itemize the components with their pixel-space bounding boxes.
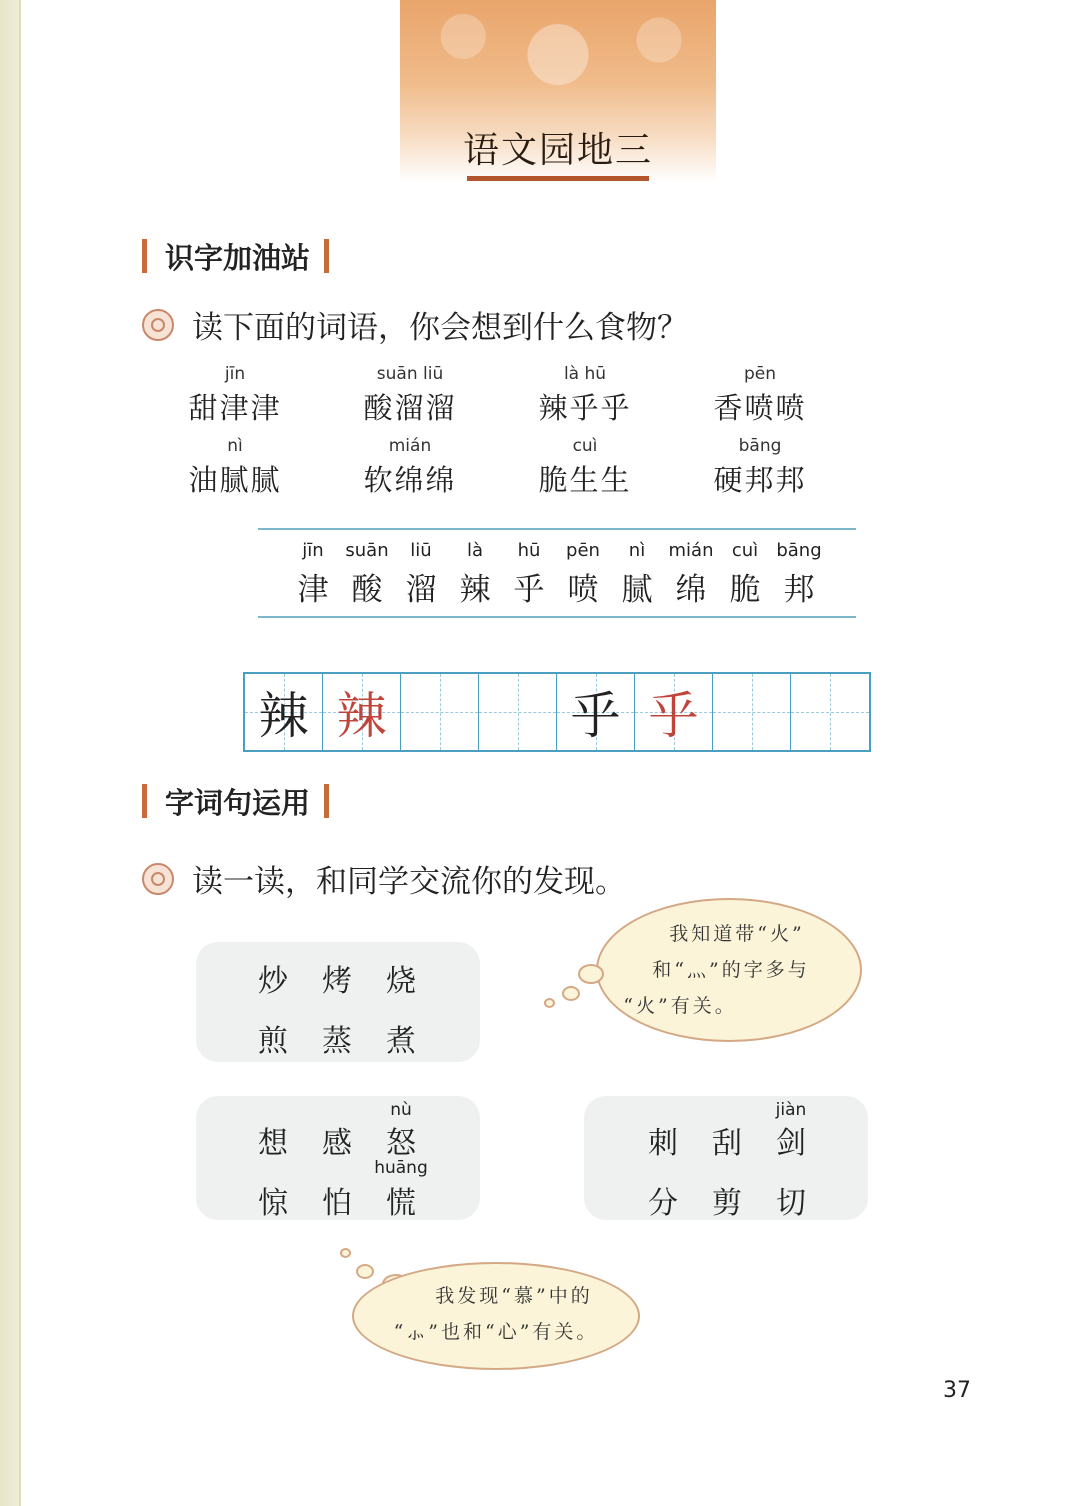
grid-char-trace: 辣 xyxy=(336,687,387,745)
new-char-pinyin: là xyxy=(466,540,484,561)
word-pinyin: bāng xyxy=(738,436,782,456)
writing-practice-grid xyxy=(243,672,871,752)
word-pinyin: nì xyxy=(227,436,243,456)
new-char-pinyin: hū xyxy=(517,540,541,561)
instruction-discover xyxy=(142,856,626,901)
speech-bubble-heart xyxy=(352,1262,640,1370)
bubble-tail-dot xyxy=(340,1248,351,1258)
new-char-pinyin: pēn xyxy=(566,540,600,561)
new-char-hanzi: 腻 xyxy=(621,572,653,608)
card-char: 切 xyxy=(776,1186,806,1221)
page-side-strip xyxy=(0,0,20,1506)
bubble-line: “火”有关。 xyxy=(623,995,737,1017)
bubble-line: 和“灬”的字多与 xyxy=(652,959,810,981)
card-char: 煎 xyxy=(258,1024,288,1059)
card-char: 想 xyxy=(258,1126,288,1161)
char-card-heart xyxy=(196,1096,480,1220)
new-char xyxy=(340,540,394,609)
new-char xyxy=(772,540,826,609)
card-pinyin: jiàn xyxy=(775,1100,807,1120)
new-char xyxy=(286,540,340,609)
grid-cell[interactable] xyxy=(713,674,791,750)
char-card-knife xyxy=(584,1096,868,1220)
word-item xyxy=(345,364,475,427)
card-char: 剑 xyxy=(776,1126,806,1161)
word-pinyin: suān liū xyxy=(376,364,444,384)
word-text: 香喷喷 xyxy=(713,391,807,425)
card-char: 烧 xyxy=(386,964,416,999)
section-heading-label: 识字加油站 xyxy=(165,240,311,275)
unit-title: 语文园地三 xyxy=(462,130,653,171)
heading-bar-right xyxy=(324,784,329,818)
word-item xyxy=(345,436,475,499)
card-char: 惊 xyxy=(258,1186,288,1221)
bubble-tail-dot xyxy=(544,998,555,1008)
new-char-hanzi: 喷 xyxy=(567,572,599,608)
card-char: 剪 xyxy=(712,1186,742,1221)
word-text: 硬邦邦 xyxy=(713,463,807,497)
word-item xyxy=(520,436,650,499)
grid-char-trace: 乎 xyxy=(648,687,699,745)
word-item xyxy=(695,364,825,427)
instruction-text: 读一读，和同学交流你的发现。 xyxy=(192,864,626,900)
new-char-hanzi: 辣 xyxy=(459,572,491,608)
new-char-hanzi: 酸 xyxy=(351,572,383,608)
new-char-pinyin: nì xyxy=(628,540,646,561)
word-pinyin: pēn xyxy=(743,364,777,384)
instruction-bullet-icon xyxy=(142,863,174,895)
grid-cell[interactable] xyxy=(635,674,713,750)
card-char: 蒸 xyxy=(322,1024,352,1059)
word-text: 酸溜溜 xyxy=(363,391,457,425)
section-heading-label: 字词句运用 xyxy=(165,785,311,820)
word-item xyxy=(170,364,300,427)
bubble-line: “⺗”也和“心”有关。 xyxy=(393,1321,599,1343)
card-char: 烤 xyxy=(322,964,352,999)
page-number: 37 xyxy=(943,1378,971,1403)
card-char: 刮 xyxy=(712,1126,742,1161)
instruction-bullet-icon xyxy=(142,309,174,341)
grid-cell[interactable] xyxy=(323,674,401,750)
card-char: 刺 xyxy=(648,1126,678,1161)
unit-banner xyxy=(400,0,716,182)
new-char-hanzi: 溜 xyxy=(405,572,437,608)
word-item xyxy=(170,436,300,499)
card-char: 感 xyxy=(322,1126,352,1161)
new-char-hanzi: 邦 xyxy=(783,572,815,608)
new-char-hanzi: 绵 xyxy=(675,572,707,608)
grid-cell[interactable] xyxy=(557,674,635,750)
new-char xyxy=(448,540,502,609)
bubble-tail-dot xyxy=(562,986,580,1001)
new-char xyxy=(556,540,610,609)
bubble-tail-dot xyxy=(578,964,604,984)
grid-char-model: 乎 xyxy=(570,687,621,745)
new-char xyxy=(664,540,718,609)
speech-bubble-fire xyxy=(596,898,862,1042)
card-char: 炒 xyxy=(258,964,288,999)
new-char-pinyin: suān xyxy=(345,540,389,561)
word-pinyin: cuì xyxy=(572,436,598,456)
bubble-line: 我知道带“火” xyxy=(669,923,805,945)
bubble-tail-dot xyxy=(356,1264,374,1279)
new-char-hanzi: 津 xyxy=(297,572,329,608)
new-char-pinyin: mián xyxy=(668,540,714,561)
word-pinyin: là hū xyxy=(563,364,607,384)
heading-bar-right xyxy=(324,239,329,273)
card-char: 怕 xyxy=(322,1186,352,1221)
word-pinyin: mián xyxy=(388,436,432,456)
card-char: 怒 xyxy=(386,1126,416,1161)
new-char-pinyin: jīn xyxy=(302,540,324,561)
card-pinyin: nù xyxy=(390,1100,412,1120)
grid-cell[interactable] xyxy=(401,674,479,750)
grid-char-model: 辣 xyxy=(258,687,309,745)
new-char-hanzi: 乎 xyxy=(513,572,545,608)
grid-cell[interactable] xyxy=(245,674,323,750)
instruction-food xyxy=(142,302,688,347)
new-characters-row xyxy=(258,528,856,618)
new-char-pinyin: liū xyxy=(410,540,432,561)
new-char xyxy=(502,540,556,609)
word-text: 脆生生 xyxy=(538,463,632,497)
title-underline xyxy=(467,176,649,181)
new-char xyxy=(718,540,772,609)
heading-bar-left xyxy=(142,239,147,273)
card-pinyin: huāng xyxy=(374,1158,428,1178)
grid-cell[interactable] xyxy=(791,674,869,750)
grid-cell[interactable] xyxy=(479,674,557,750)
word-text: 油腻腻 xyxy=(188,463,282,497)
new-char xyxy=(394,540,448,609)
word-item xyxy=(695,436,825,499)
char-card-fire xyxy=(196,942,480,1062)
card-char: 慌 xyxy=(386,1186,416,1221)
section-heading-usage xyxy=(142,783,329,819)
word-text: 辣乎乎 xyxy=(538,391,632,425)
heading-bar-left xyxy=(142,784,147,818)
new-char xyxy=(610,540,664,609)
bubble-line: 我发现“慕”中的 xyxy=(435,1285,593,1307)
word-pinyin: jīn xyxy=(224,364,246,384)
new-char-pinyin: cuì xyxy=(731,540,759,561)
word-text: 软绵绵 xyxy=(363,463,457,497)
word-text: 甜津津 xyxy=(188,391,282,425)
card-char: 分 xyxy=(648,1186,678,1221)
card-char: 煮 xyxy=(386,1024,416,1059)
word-item xyxy=(520,364,650,427)
instruction-text: 读下面的词语，你会想到什么食物？ xyxy=(192,310,688,346)
section-heading-literacy xyxy=(142,238,329,274)
new-char-pinyin: bāng xyxy=(776,540,822,561)
new-char-hanzi: 脆 xyxy=(729,572,761,608)
